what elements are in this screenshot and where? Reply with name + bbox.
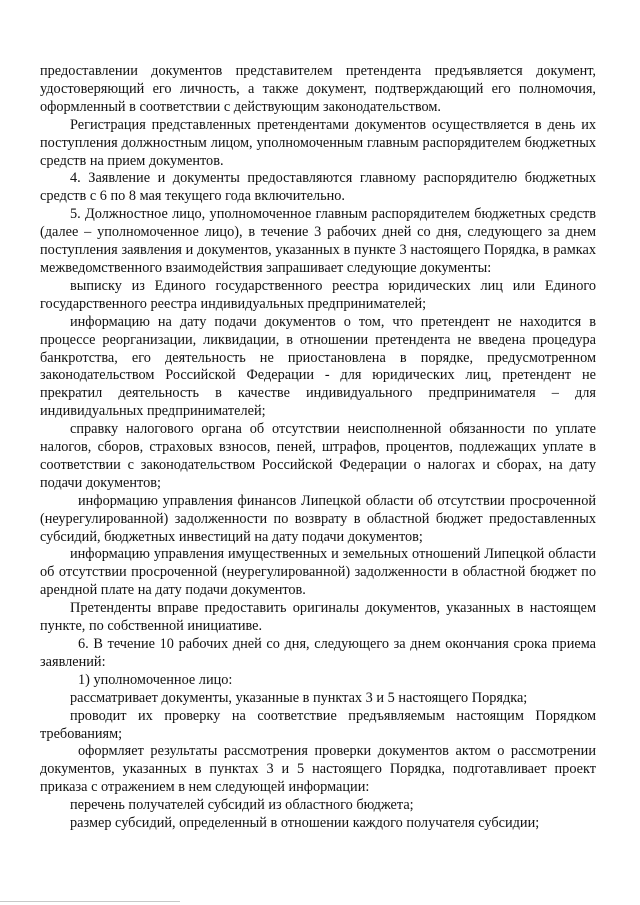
- paragraph-registration: Регистрация представленных претендентами документов осуществляется в день их поступления должностным лицом, уполномоченным главным распорядителем бюджетных средств на прием документов.: [40, 116, 596, 169]
- paragraph-4: 4. Заявление и документы предоставляются главному распорядителю бюджетных средств с 6 по 8 мая текущего года включительно.: [40, 170, 596, 205]
- list-item-reorganization-info: информацию на дату подачи документов о том, что претендент не находится в процессе реорганизации, ликвидации, в отношении претендента не введена процедура банкротства, его деятельность не приостановлена в порядке, предусмотренном законодательством Российской Федерации - для юридических лиц, претендент не прекратил деятельность в качестве индивидуального предпринимателя – для индивидуальных предпринимателей;: [40, 313, 596, 420]
- list-item-registry-extract: выписку из Единого государственного реестра юридических лиц или Единого государственного реестра индивидуальных предпринимателей;: [40, 277, 596, 312]
- paragraph-6: 6. В течение 10 рабочих дней со дня, следующего за днем окончания срока приема заявлений:: [40, 636, 596, 670]
- subitem-1: 1) уполномоченное лицо:: [78, 671, 233, 688]
- list-item-reviews-documents: рассматривает документы, указанные в пунктах 3 и 5 настоящего Порядка;: [70, 689, 528, 706]
- paragraph-5: 5. Должностное лицо, уполномоченное главным распорядителем бюджетных средств (далее – уполномоченное лицо), в течение 3 рабочих дней со дня, следующего за днем поступления заявления и документов, указанных в пункте 3 настоящего Порядка, в рамках межведомственного взаимодействия запрашивает следующие документы:: [40, 206, 596, 276]
- list-item-recipients-list: перечень получателей субсидий из областного бюджета;: [70, 797, 414, 814]
- list-item-tax-certificate: справку налогового органа об отсутствии неисполненной обязанности по уплате налогов, сборов, страховых взносов, пеней, штрафов, процентов, подлежащих уплате в соответствии с законодательством Российской Федерации о налогах и сборах, на дату подачи документов;: [40, 421, 596, 491]
- document-body: [40, 63, 596, 833]
- paragraph-continuation: предоставлении документов представителем претендента предъявляется документ, удостоверяющий его личность, а также документ, подтверждающий его полномочия, оформленный в соответствии с действующим законодательством.: [40, 63, 596, 115]
- list-item-subsidy-amount: размер субсидий, определенный в отношении каждого получателя субсидии;: [70, 815, 540, 832]
- list-item-formalizes-results: оформляет результаты рассмотрения проверки документов актом о рассмотрении документов, указанных в пунктах 3 и 5 настоящего Порядка, подготавливает проект приказа с отражением в нем следующей информации:: [40, 743, 596, 796]
- paragraph-applicants-right: Претенденты вправе предоставить оригиналы документов, указанных в настоящем пункте, по собственной инициативе.: [40, 600, 596, 635]
- list-item-finance-info: информацию управления финансов Липецкой области об отсутствии просроченной (неурегулированной) задолженности по возврату в областной бюджет предоставленных субсидий, бюджетных инвестиций на дату подачи документов;: [40, 492, 596, 545]
- scan-edge-line: [0, 901, 180, 902]
- list-item-property-info: информацию управления имущественных и земельных отношений Липецкой области об отсутствии просроченной (неурегулированной) задолженности в областной бюджет по арендной плате на дату подачи документов.: [40, 546, 596, 599]
- list-item-checks-compliance: проводит их проверку на соответствие предъявляемым настоящим Порядком требованиям;: [40, 707, 596, 742]
